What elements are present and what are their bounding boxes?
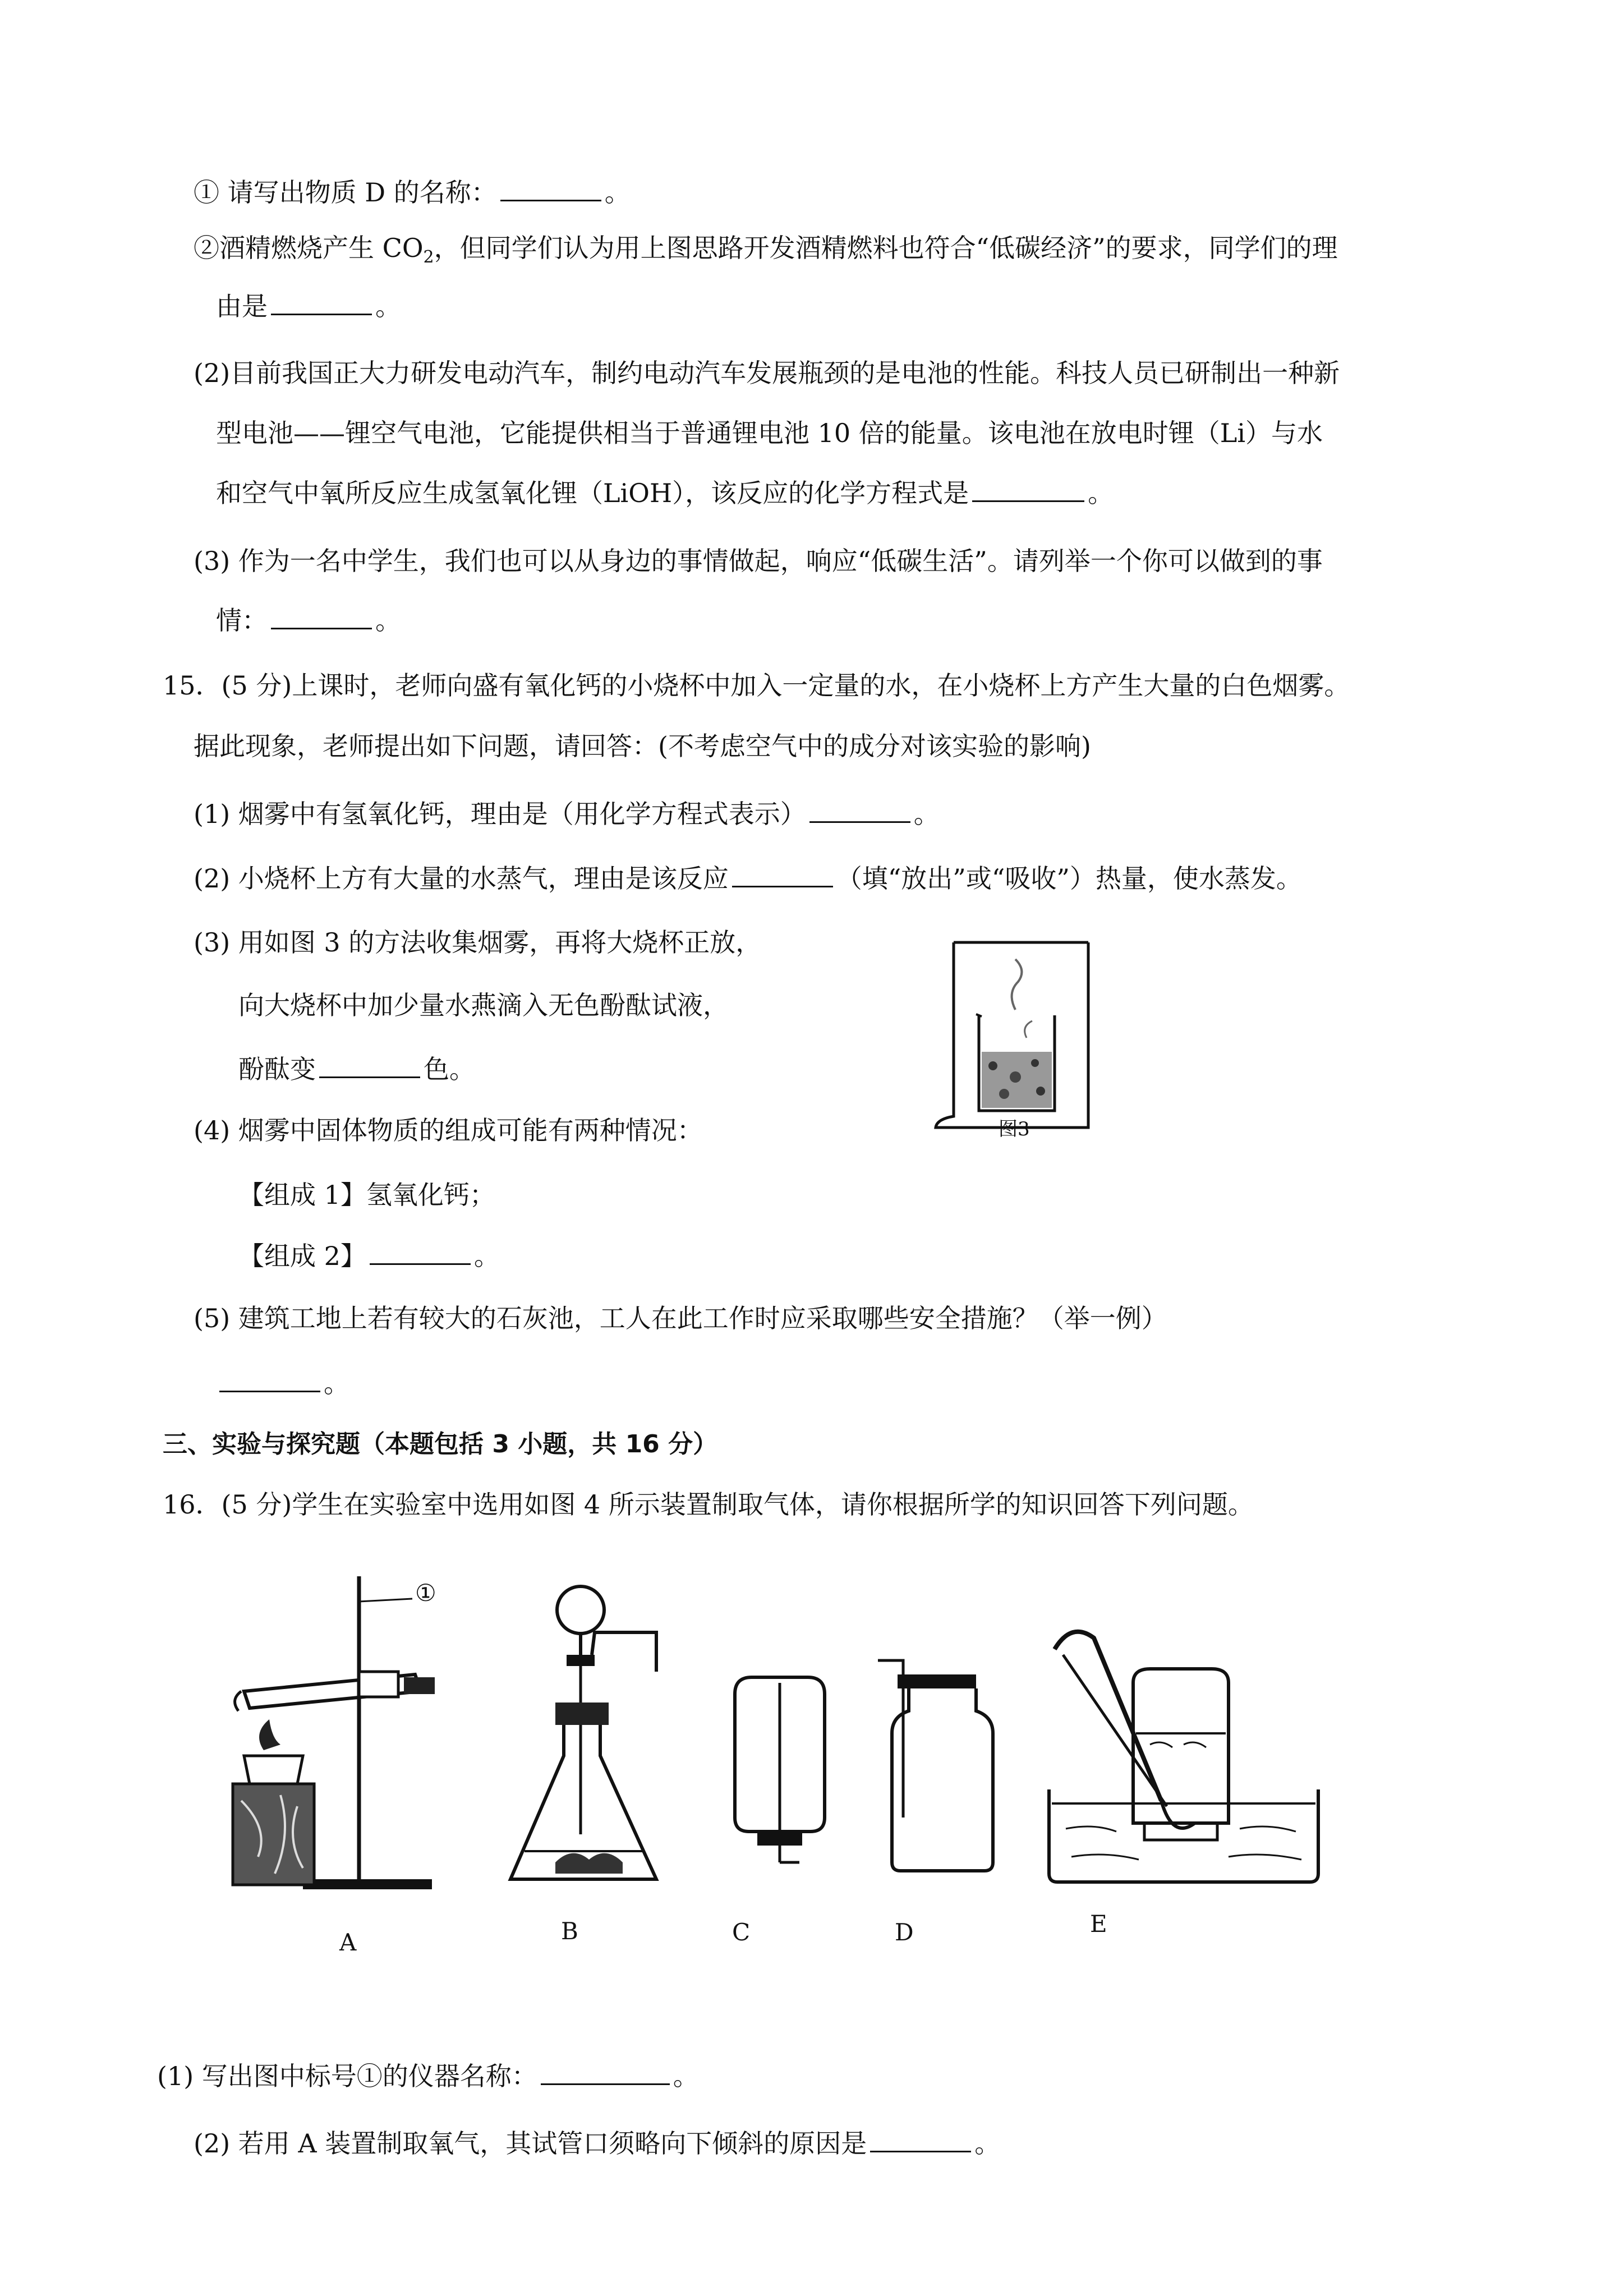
question-15-3c: 酚酞变 色。 xyxy=(238,1052,475,1086)
question-15-3a: (3) 用如图 3 的方法收集烟雾，再将大烧杯正放， xyxy=(194,927,762,958)
figure-4-apparatus xyxy=(219,1576,1453,1918)
question-15-5-answer: 。 xyxy=(216,1366,349,1400)
question-15-3b: 向大烧杯中加少量水燕滴入无色酚酞试液， xyxy=(238,990,729,1020)
answer-blank[interactable] xyxy=(809,797,910,823)
line-q14-5: 型电池——锂空气电池，它能提供相当于普通锂电池 10 倍的能量。该电池在放电时锂（Li）与水 xyxy=(216,418,1323,448)
figure-4-label-b: B xyxy=(561,1917,578,1945)
line-q14-8: 情： 。 xyxy=(216,603,401,637)
answer-blank[interactable] xyxy=(541,2059,670,2085)
question-15-5: (5) 建筑工地上若有较大的石灰池，工人在此工作时应采取哪些安全措施？（举一例） xyxy=(194,1303,1167,1333)
answer-blank[interactable] xyxy=(319,1052,420,1078)
figure-4-marker: ① xyxy=(415,1579,436,1607)
line-q14-2: ②酒精燃烧产生 $CO_2$，但同学们认为用上图思路开发酒精燃料也符合“低碳经济”的要求，同学们的理 xyxy=(194,233,1338,268)
question-16-stem: 16．(5 分)学生在实验室中选用如图 4 所示装置制取气体，请你根据所学的知识回答下列问题。 xyxy=(163,1489,1254,1520)
answer-blank[interactable] xyxy=(370,1239,471,1265)
figure-4-label-c: C xyxy=(732,1918,751,1946)
question-16-1: (1) 写出图中标号①的仪器名称： 。 xyxy=(157,2059,699,2093)
question-15-4-option-2: 【组成 2】 。 xyxy=(238,1239,500,1273)
answer-blank[interactable] xyxy=(271,289,372,315)
line-q14-6: 和空气中氧所反应生成氢氧化锂（LiOH），该反应的化学方程式是 。 xyxy=(216,476,1114,510)
line-q14-3: 由是 。 xyxy=(216,289,401,323)
question-15-stem-2: 据此现象，老师提出如下问题，请回答：(不考虑空气中的成分对该实验的影响) xyxy=(194,731,1091,761)
line-q14-7: (3) 作为一名中学生，我们也可以从身边的事情做起，响应“低碳生活”。请列举一个你可以做到的事 xyxy=(194,546,1323,576)
question-15-2: (2) 小烧杯上方有大量的水蒸气，理由是该反应 （填“放出”或“吸收”）热量，使水蒸发。 xyxy=(194,861,1302,895)
answer-blank[interactable] xyxy=(732,861,833,887)
figure-3-caption: 图3 xyxy=(999,1118,1030,1140)
answer-blank[interactable] xyxy=(271,603,372,629)
apparatus-e xyxy=(1049,1632,1318,1882)
answer-blank[interactable] xyxy=(219,1366,320,1392)
question-15-stem: 15．(5 分)上课时，老师向盛有氧化钙的小烧杯中加入一定量的水，在小烧杯上方产生大量的白色烟雾。 xyxy=(163,670,1350,701)
apparatus-d xyxy=(878,1660,993,1871)
apparatus-c xyxy=(735,1677,825,1862)
apparatus-a xyxy=(233,1576,435,1889)
figure-4-label-e: E xyxy=(1090,1910,1107,1938)
answer-blank[interactable] xyxy=(500,175,601,201)
section-3-heading: 三、实验与探究题（本题包括 3 小题，共 16 分） xyxy=(163,1430,718,1458)
figure-3-beaker-diagram xyxy=(931,931,1088,1133)
apparatus-b xyxy=(510,1586,656,1879)
line-q14-4: (2)目前我国正大力研发电动汽车，制约电动汽车发展瓶颈的是电池的性能。科技人员已研制出一种新 xyxy=(194,358,1340,388)
question-15-4: (4) 烟雾中固体物质的组成可能有两种情况： xyxy=(194,1115,703,1145)
answer-blank[interactable] xyxy=(972,476,1084,502)
figure-4-label-d: D xyxy=(895,1918,914,1946)
question-15-4-option-1: 【组成 1】氢氧化钙； xyxy=(238,1180,495,1210)
question-15-1: (1) 烟雾中有氢氧化钙，理由是（用化学方程式表示） 。 xyxy=(194,797,940,831)
question-16-2: (2) 若用 A 装置制取氧气，其试管口须略向下倾斜的原因是 。 xyxy=(194,2126,1000,2160)
line-q14-1: ① 请写出物质 D 的名称： 。 xyxy=(194,175,631,209)
answer-blank[interactable] xyxy=(870,2126,971,2152)
figure-4-label-a: A xyxy=(339,1929,357,1956)
